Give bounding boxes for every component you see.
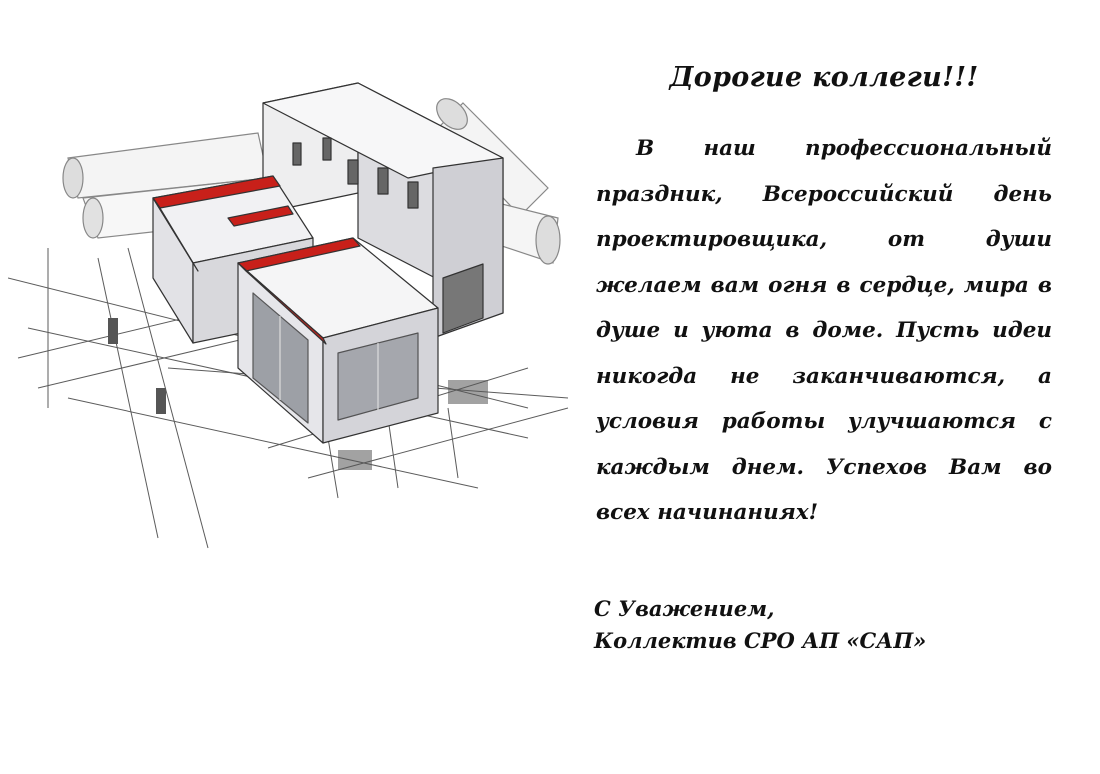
building-blueprint-illustration — [8, 78, 578, 558]
greeting-body: В наш профессиональный праздник, Всероссийский день проектировщика, от души желаем вам огня в сердце, мира в душе и уюта в доме. Пусть идеи никогда не заканчиваются, а условия работы улучшаются с каждым днем. Успехов Вам во всех начинаниях! — [596, 136, 1052, 525]
signature-line-regards: С Уважением, — [594, 596, 775, 621]
signature — [594, 593, 1064, 657]
greeting-title: Дорогие коллеги!!! — [669, 62, 979, 93]
signature-line-team: Коллектив СРО АП «САП» — [594, 628, 927, 653]
